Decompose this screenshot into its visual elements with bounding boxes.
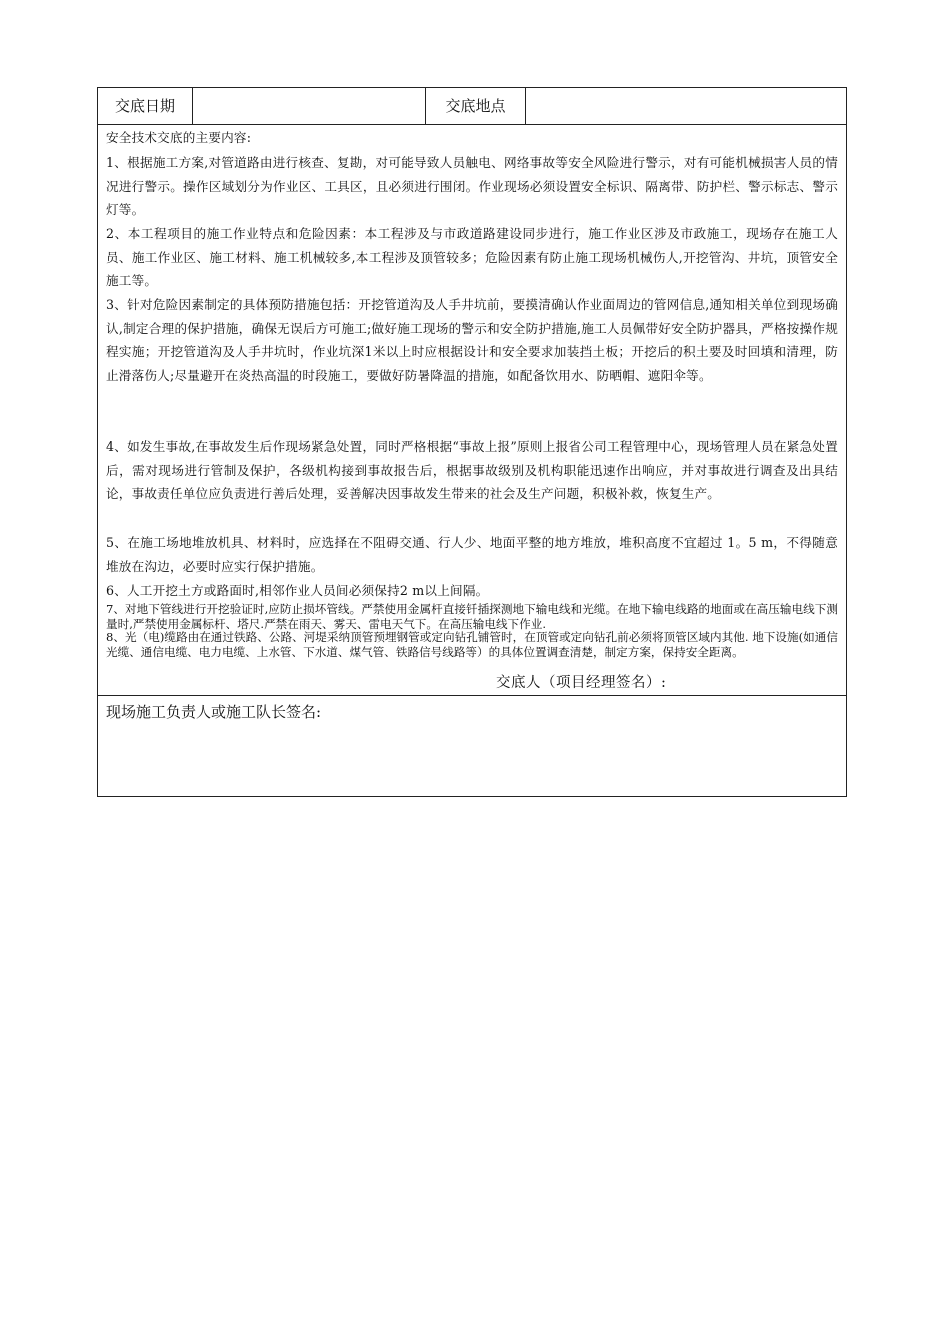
- content-heading: 安全技术交底的主要内容:: [106, 130, 252, 145]
- site-leader-signature-label: 现场施工负责人或施工队长签名:: [106, 703, 322, 721]
- safety-briefing-form: [97, 87, 847, 797]
- presenter-signature-label: 交底人（项目经理签名）:: [496, 675, 667, 691]
- content-item-4: 4、如发生事故,在事故发生后作现场紧急处置，同时严格根据“事故上报”原则上报省公司工程管理中心，现场管理人员在紧急处置后，需对现场进行管制及保护，各级机构接到事故报告后，根据事故级别及机构职能迅速作出响应，并对事故进行调查及出具结论，事故责任单位应负责进行善后处理，妥善解决因事故发生带来的社会及生产问题，积极补救，恢复生产。: [106, 439, 838, 501]
- location-label: 交底地点: [426, 88, 526, 124]
- content-item-5: 5、在施工场地堆放机具、材料时，应选择在不阻碍交通、行人少、地面平整的地方堆放，堆积高度不宜超过 1。5 m，不得随意堆放在沟边，必要时应实行保护措施。: [106, 535, 838, 574]
- content-item-7: 7、对地下管线进行开挖验证时,应防止损坏管线。严禁使用金属杆直接钎插探测地下输电线和光缆。在地下输电线路的地面或在高压输电线下测量时,严禁使用金属标杆、塔尺.严禁在雨天、雾天、雷电天气下。在高压输电线下作业.: [106, 602, 838, 631]
- briefing-content: [98, 125, 846, 696]
- date-field[interactable]: [193, 88, 426, 124]
- date-label: 交底日期: [98, 88, 193, 124]
- header-row: [98, 88, 846, 125]
- content-item-3: 3、针对危险因素制定的具体预防措施包括：开挖管道沟及人手井坑前，要摸清确认作业面周边的管网信息,通知相关单位到现场确认,制定合理的保护措施，确保无误后方可施工;做好施工现场的警示和安全防护措施,施工人员佩带好安全防护器具，严格按操作规程实施；开挖管道沟及人手井坑时，作业坑深1米以上时应根据设计和安全要求加装挡土板；开挖后的积土要及时回填和清理，防止滑落伤人;尽量避开在炎热高温的时段施工，要做好防暑降温的措施，如配备饮用水、防晒帽、遮阳伞等。: [106, 297, 838, 383]
- content-item-6: 6、人工开挖土方或路面时,相邻作业人员间必须保持2 m以上间隔。: [106, 583, 489, 598]
- content-item-8: 8、光（电)缆路由在通过铁路、公路、河堤采纳顶管预埋钢管或定向钻孔铺管时，在顶管或定向钻孔前必须将顶管区域内其他. 地下设施(如通信光缆、通信电缆、电力电缆、上水管、下水道、煤气管、铁路信号线路等）的具体位置调查清楚，制定方案，保持安全距离。: [106, 630, 838, 659]
- content-item-2: 2、本工程项目的施工作业特点和危险因素：本工程涉及与市政道路建设同步进行，施工作业区涉及市政施工，现场存在施工人员、施工作业区、施工材料、施工机械较多,本工程涉及顶管较多；危险因素有防止施工现场机械伤人,开挖管沟、井坑，顶管安全施工等。: [106, 226, 838, 288]
- location-field[interactable]: [526, 88, 846, 124]
- content-item-1: 1、根据施工方案,对管道路由进行核查、复勘，对可能导致人员触电、网络事故等安全风险进行警示，对有可能机械损害人员的情况进行警示。操作区域划分为作业区、工具区，且必须进行围闭。作业现场必须设置安全标识、隔离带、防护栏、警示标志、警示灯等。: [106, 155, 838, 217]
